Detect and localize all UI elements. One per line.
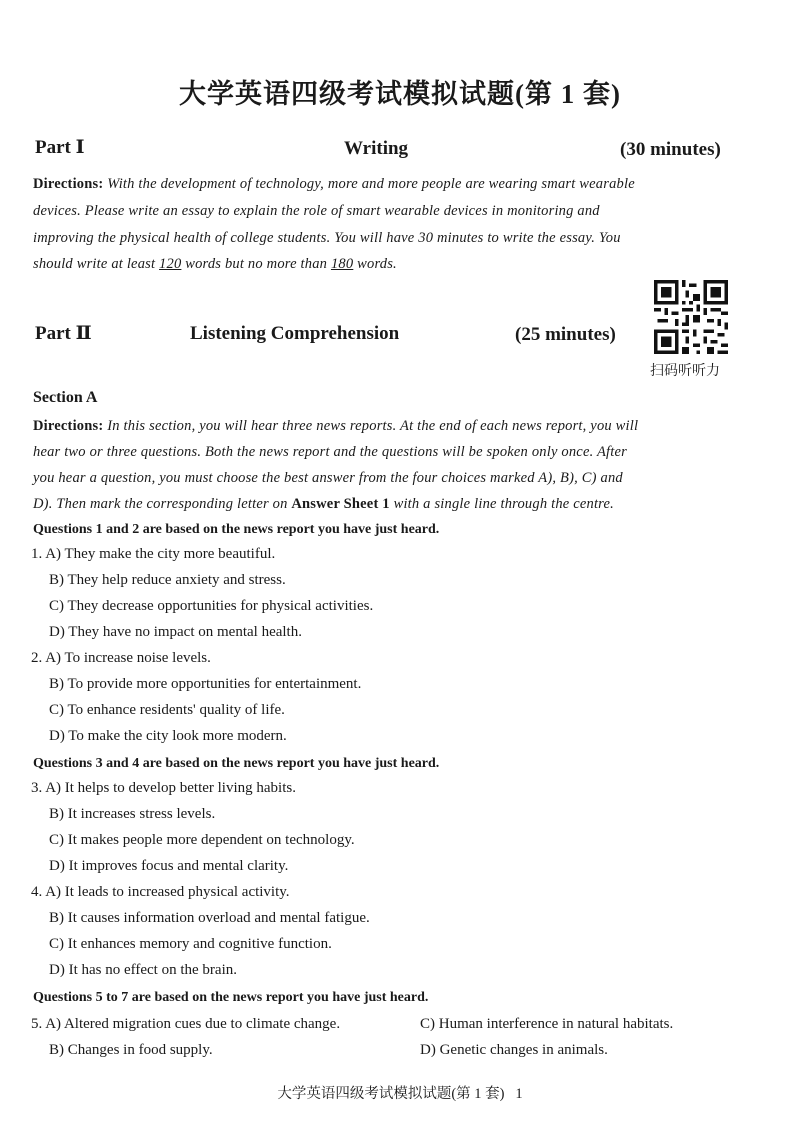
option-c: C) To enhance residents' quality of life. [49,702,285,718]
section-a-heading: Section A [33,389,98,406]
part1-directions-line-2: devices. Please write an essay to explain the role of smart wearable devices in monitoring and [33,203,600,219]
question-group-heading: Questions 1 and 2 are based on the news report you have just heard. [33,522,440,537]
question-number: 2. [31,650,43,666]
option-d: D) It improves focus and mental clarity. [49,858,289,874]
max-words: 180 [330,256,354,272]
option-a: A) To increase noise levels. [45,650,211,666]
question-number: 4. [31,884,43,900]
part1-name: Writing [344,138,409,159]
directions-text: should write at least [33,256,160,272]
part2-directions-line-4 [33,496,614,513]
option-b: B) Changes in food supply. [49,1042,213,1058]
question-4 [31,884,290,901]
option-d: D) To make the city look more modern. [49,728,287,744]
option-a: A) Altered migration cues due to climate change. [45,1016,341,1032]
option-b: B) They help reduce anxiety and stress. [49,572,286,588]
option-a: A) It helps to develop better living habits. [45,780,296,796]
directions-text: With the development of technology, more and more people are wearing smart wearable [107,176,635,192]
option-b: B) It causes information overload and mental fatigue. [49,910,370,926]
question-number: 1. [31,546,43,562]
option-c: C) It makes people more dependent on technology. [49,832,355,848]
part2-label: Part Ⅱ [35,323,92,344]
question-5 [31,1016,340,1033]
qr-code-icon[interactable] [654,280,728,354]
question-group-heading: Questions 3 and 4 are based on the news report you have just heard. [33,756,440,771]
question-number: 5. [31,1016,43,1032]
question-group-heading: Questions 5 to 7 are based on the news report you have just heard. [33,990,429,1005]
qr-caption: 扫码听听力 [650,363,720,379]
option-a: A) It leads to increased physical activity. [45,884,290,900]
option-b: B) It increases stress levels. [49,806,216,822]
part2-directions-line-1 [33,418,638,435]
directions-text: words. [353,256,397,272]
part1-time: (30 minutes) [620,139,721,160]
directions-text: words but no more than [181,256,331,272]
min-words: 120 [159,256,182,272]
option-d: D) It has no effect on the brain. [49,962,237,978]
option-c: C) It enhances memory and cognitive function. [49,936,332,952]
option-d: D) They have no impact on mental health. [49,624,302,640]
question-number: 3. [31,780,43,796]
part2-directions-line-2: hear two or three questions. Both the news report and the questions will be spoken only once. After [33,444,627,460]
question-2 [31,650,211,667]
option-a: A) They make the city more beautiful. [45,546,276,562]
part1-label: Part Ⅰ [35,137,85,158]
question-1 [31,546,275,563]
directions-text: In this section, you will hear three news reports. At the end of each news report, you will [107,418,639,434]
option-d: D) Genetic changes in animals. [420,1042,608,1058]
answer-sheet-label: Answer Sheet 1 [291,496,390,512]
page-footer: 大学英语四级考试模拟试题(第 1 套) 1 [277,1086,523,1102]
option-b: B) To provide more opportunities for entertainment. [49,676,362,692]
directions-text: with a single line through the centre. [389,496,614,512]
part1-directions-line-1 [33,176,635,193]
directions-label: Directions: [33,418,104,434]
page-title: 大学英语四级考试模拟试题(第 1 套) [179,79,621,109]
directions-label: Directions: [33,176,104,192]
part1-directions-line-4 [33,256,397,273]
part1-directions-line-3: improving the physical health of college students. You will have 30 minutes to write the essay. You [33,230,621,246]
question-3 [31,780,296,797]
directions-text: D). Then mark the corresponding letter on [33,496,292,512]
option-c: C) Human interference in natural habitats. [420,1016,674,1032]
part2-time: (25 minutes) [515,324,616,345]
option-c: C) They decrease opportunities for physical activities. [49,598,374,614]
part2-name: Listening Comprehension [190,323,400,344]
part2-directions-line-3: you hear a question, you must choose the best answer from the four choices marked A), B), C) and [33,470,623,486]
